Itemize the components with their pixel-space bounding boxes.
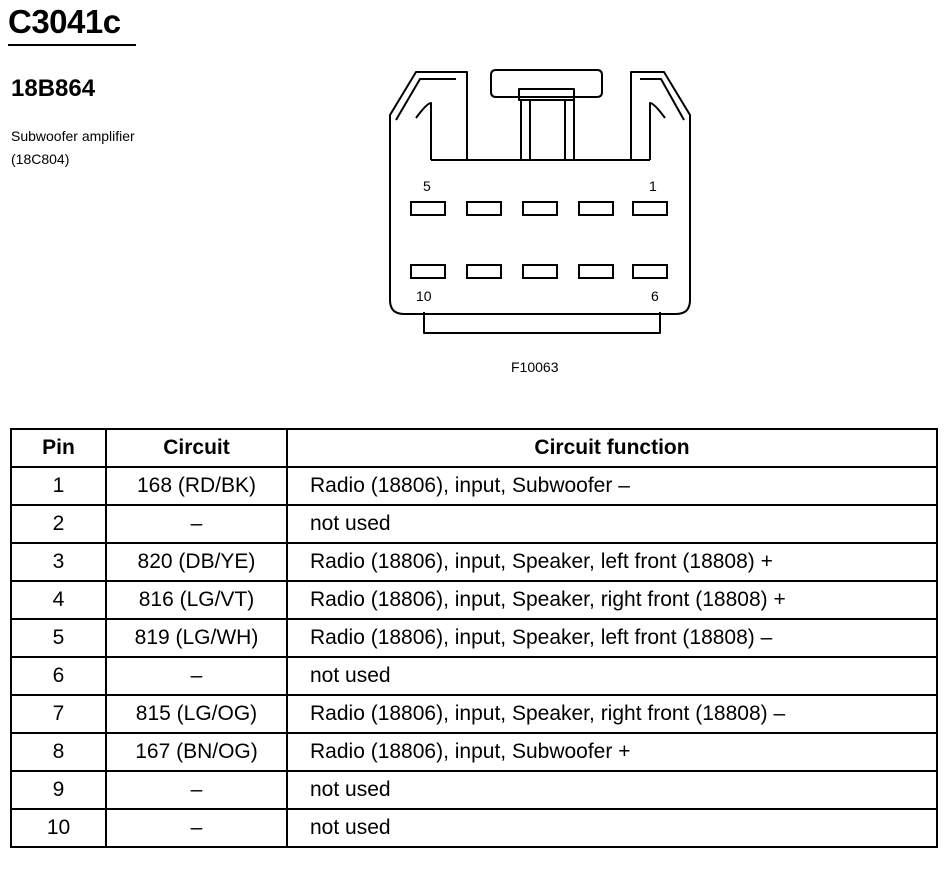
table-row bbox=[11, 505, 937, 543]
cell-circuit: 820 (DB/YE) bbox=[106, 543, 287, 581]
header-pin: Pin bbox=[11, 429, 106, 467]
pinout-table bbox=[10, 428, 938, 848]
cell-function: not used bbox=[287, 771, 937, 809]
table-row bbox=[11, 581, 937, 619]
table-row bbox=[11, 771, 937, 809]
cell-function: Radio (18806), input, Speaker, right front (18808) + bbox=[287, 581, 937, 619]
connector-latch-bar bbox=[519, 89, 574, 100]
cell-pin: 5 bbox=[11, 619, 106, 657]
component-name: Subwoofer amplifier bbox=[11, 128, 135, 144]
cell-function: Radio (18806), input, Subwoofer – bbox=[287, 467, 937, 505]
component-code: (18C804) bbox=[11, 151, 70, 167]
cell-pin: 7 bbox=[11, 695, 106, 733]
cell-circuit: – bbox=[106, 505, 287, 543]
cell-circuit: 819 (LG/WH) bbox=[106, 619, 287, 657]
table-row bbox=[11, 543, 937, 581]
table-row bbox=[11, 695, 937, 733]
table-row bbox=[11, 809, 937, 847]
pin-terminal-6 bbox=[633, 265, 667, 278]
connector-left-shoulder-inner bbox=[396, 79, 456, 120]
header-circuit: Circuit bbox=[106, 429, 287, 467]
pin-terminal-2 bbox=[579, 202, 613, 215]
pin-terminal-10 bbox=[411, 265, 445, 278]
table-row bbox=[11, 619, 937, 657]
cell-pin: 10 bbox=[11, 809, 106, 847]
pin-label-top-right: 1 bbox=[649, 178, 657, 194]
cell-function: not used bbox=[287, 657, 937, 695]
cell-pin: 2 bbox=[11, 505, 106, 543]
cell-circuit: 168 (RD/BK) bbox=[106, 467, 287, 505]
pin-label-bottom-right: 6 bbox=[651, 288, 659, 304]
pin-terminal-5 bbox=[411, 202, 445, 215]
cell-circuit: – bbox=[106, 657, 287, 695]
cell-pin: 9 bbox=[11, 771, 106, 809]
cell-pin: 6 bbox=[11, 657, 106, 695]
cell-function: Radio (18806), input, Speaker, left front (18808) + bbox=[287, 543, 937, 581]
pin-label-bottom-left: 10 bbox=[416, 288, 432, 304]
pin-terminal-9 bbox=[467, 265, 501, 278]
cell-function: Radio (18806), input, Speaker, right front (18808) – bbox=[287, 695, 937, 733]
connector-cavity-left bbox=[416, 103, 431, 160]
table-row bbox=[11, 733, 937, 771]
pin-terminal-4 bbox=[467, 202, 501, 215]
cell-circuit: 167 (BN/OG) bbox=[106, 733, 287, 771]
connector-cavity-right bbox=[650, 103, 665, 160]
connector-id: C3041c bbox=[8, 3, 121, 40]
cell-circuit: 816 (LG/VT) bbox=[106, 581, 287, 619]
cell-pin: 1 bbox=[11, 467, 106, 505]
table-row bbox=[11, 467, 937, 505]
pin-label-top-left: 5 bbox=[423, 178, 431, 194]
pin-terminal-3 bbox=[523, 202, 557, 215]
cell-circuit: – bbox=[106, 809, 287, 847]
cell-function: Radio (18806), input, Subwoofer + bbox=[287, 733, 937, 771]
cell-pin: 8 bbox=[11, 733, 106, 771]
pin-terminal-1 bbox=[633, 202, 667, 215]
table-row bbox=[11, 657, 937, 695]
cell-function: not used bbox=[287, 809, 937, 847]
pin-terminal-8 bbox=[523, 265, 557, 278]
table-header-row bbox=[11, 429, 937, 467]
connector-face-diagram bbox=[0, 0, 949, 400]
cell-circuit: – bbox=[106, 771, 287, 809]
pin-terminal-7 bbox=[579, 265, 613, 278]
cell-function: Radio (18806), input, Speaker, left front (18808) – bbox=[287, 619, 937, 657]
cell-pin: 3 bbox=[11, 543, 106, 581]
cell-pin: 4 bbox=[11, 581, 106, 619]
header-circuit-function: Circuit function bbox=[287, 429, 937, 467]
connector-latch bbox=[491, 70, 602, 97]
cell-function: not used bbox=[287, 505, 937, 543]
connector-bottom-tab bbox=[424, 312, 660, 333]
figure-id: F10063 bbox=[511, 359, 559, 375]
cell-circuit: 815 (LG/OG) bbox=[106, 695, 287, 733]
part-number: 18B864 bbox=[11, 75, 96, 102]
